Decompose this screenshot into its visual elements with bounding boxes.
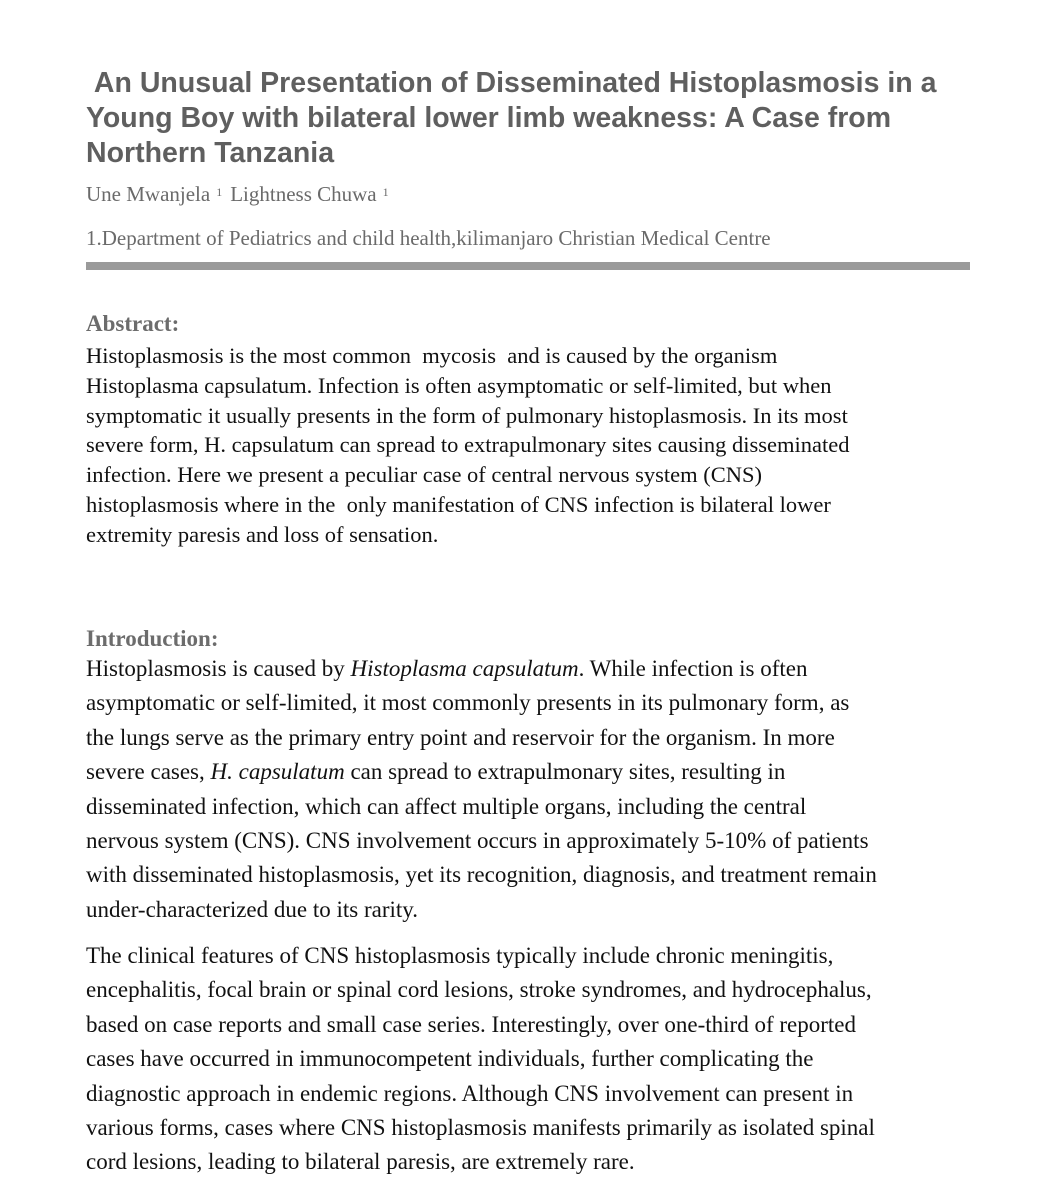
text-run: severe cases, (86, 759, 211, 785)
text-run: . While infection is often (578, 656, 808, 681)
author-name: Une Mwanjela (86, 182, 211, 206)
italic-species-name: H. capsulatum (210, 759, 345, 785)
paragraph-line: under-characterized due to its rarity. (86, 896, 419, 922)
paper-title: An Unusual Presentation of Disseminated Histoplasmosis in a Young Boy with bilateral lower limb weakness: A Case from Northern Tanzania (86, 67, 937, 169)
paragraph-line: with disseminated histoplasmosis, yet its recognition, diagnosis, and treatment remain (86, 862, 877, 888)
paragraph-line: the lungs serve as the primary entry point and reservoir for the organism. In more (86, 724, 835, 750)
introduction-paragraph (86, 652, 986, 927)
paragraph-line (86, 755, 986, 789)
text-run: can spread to extrapulmonary sites, resulting in (344, 759, 786, 785)
paragraph-line: diagnostic approach in endemic regions. Although CNS involvement can present in (86, 1080, 854, 1106)
paragraph-line: nervous system (CNS). CNS involvement occurs in approximately 5-10% of patients (86, 828, 869, 854)
abstract-text: Histoplasmosis is the most common mycosis and is caused by the organism Histoplasma capsulatum. Infection is often asymptomatic or self-limited, but when symptomatic it usually presents in the form of pulmonary histoplasmosis. In its most severe form, H. capsulatum can spread to extrapulmonary sites causing disseminated infection. Here we present a peculiar case of central nervous system (CNS) histoplasmosis where in the only manifestation of CNS infection is bilateral lower extremity paresis and loss of sensation. (86, 343, 850, 547)
paragraph-line: asymptomatic or self-limited, it most commonly presents in its pulmonary form, as (86, 690, 850, 716)
author-list (86, 180, 397, 208)
introduction-heading: Introduction: (86, 626, 219, 651)
paragraph-line: disseminated infection, which can affect multiple organs, including the central (86, 793, 807, 819)
paragraph-line: based on case reports and small case series. Interestingly, over one-third of reported (86, 1011, 857, 1037)
paragraph-line (86, 652, 986, 686)
paragraph-line: encephalitis, focal brain or spinal cord lesions, stroke syndromes, and hydrocephalus, (86, 977, 872, 1003)
abstract-heading: Abstract: (86, 311, 180, 336)
paragraph-line: cases have occurred in immunocompetent individuals, further complicating the (86, 1046, 814, 1072)
text-run: Histoplasmosis is caused by (86, 656, 351, 681)
italic-species-name: Histoplasma capsulatum (350, 656, 579, 681)
author-affiliation: 1.Department of Pediatrics and child health,kilimanjaro Christian Medical Centre (86, 226, 771, 250)
paragraph-line: The clinical features of CNS histoplasmosis typically include chronic meningitis, (86, 943, 834, 968)
affiliation-mark: 1 (216, 185, 223, 199)
header-divider (86, 262, 970, 270)
author-name: Lightness Chuwa (230, 182, 377, 206)
paragraph-line: cord lesions, leading to bilateral paresis, are extremely rare. (86, 1149, 635, 1175)
introduction-paragraph (86, 939, 986, 1180)
paragraph-line: various forms, cases where CNS histoplasmosis manifests primarily as isolated spinal (86, 1115, 875, 1141)
affiliation-mark: 1 (382, 185, 389, 199)
